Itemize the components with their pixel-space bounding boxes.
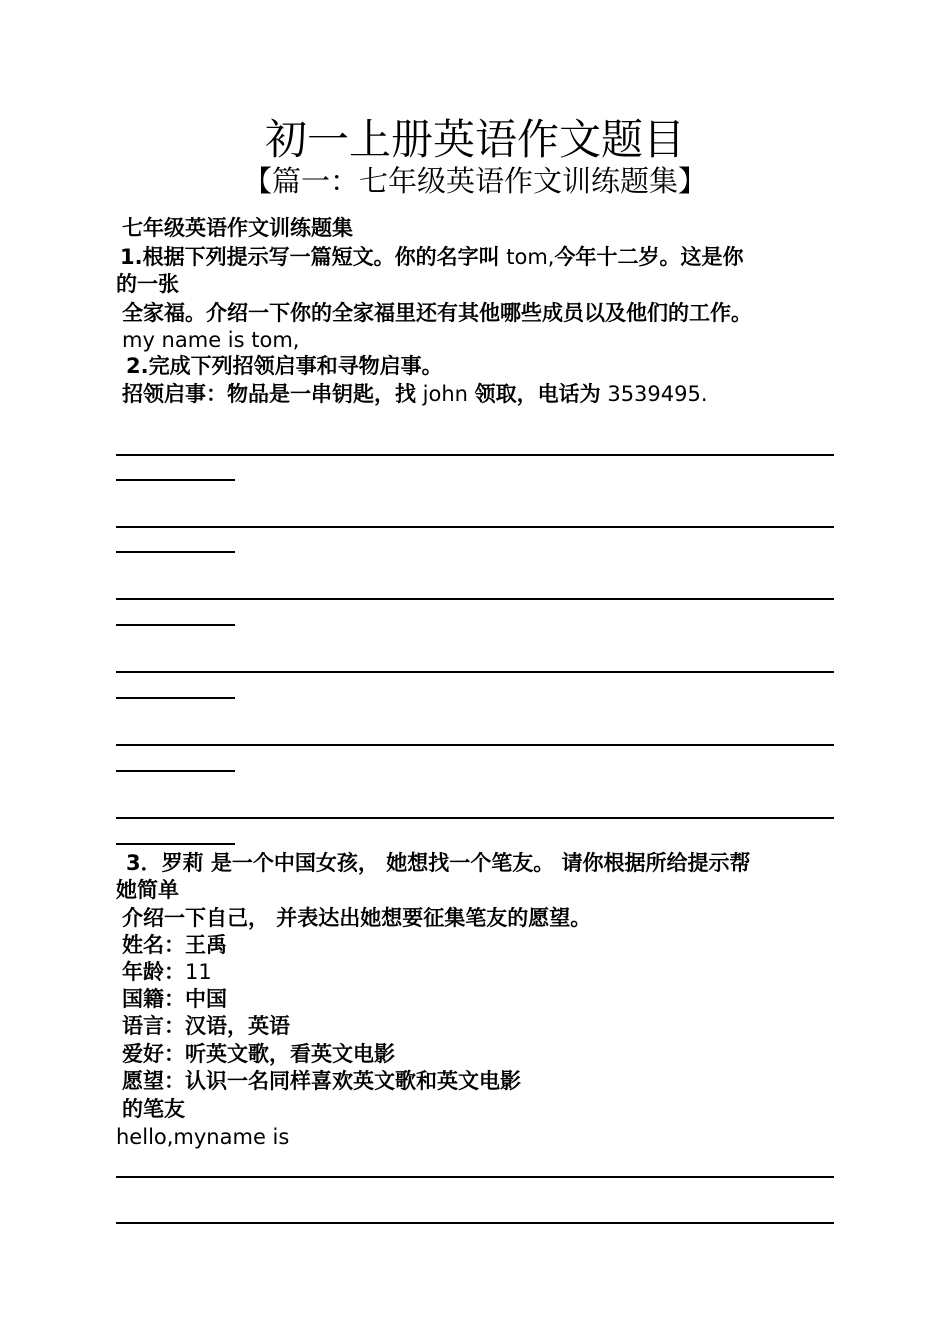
answer-line-short [116,551,235,553]
question-2-text-a: 招领启事：物品是一串钥匙，找 [122,382,416,406]
info-name-value: 王禹 [185,933,227,957]
info-name-label: 姓名： [122,933,185,957]
question-2-name: john [416,382,475,406]
info-nationality-label: 国籍： [122,987,185,1011]
answer-line [116,526,834,528]
info-wish-continued: 的笔友 [122,1097,185,1121]
question-1-name: tom, [499,245,555,269]
answer-line-short [116,624,235,626]
info-wish-value: 认识一名同样喜欢英文歌和英文电影 [185,1069,521,1093]
info-hobby [122,1041,395,1067]
document-title: 初一上册英语作文题目 [264,115,685,164]
question-1-start-text: my name is tom, [122,328,300,352]
answer-line-short [116,479,235,481]
answer-line [116,1222,834,1224]
info-wish [122,1068,521,1094]
question-3-start-text: hello,myname is [116,1125,290,1149]
info-age-label: 年龄： [122,960,185,984]
info-nationality [122,986,227,1012]
answer-line-short [116,843,235,845]
info-language [122,1013,290,1039]
question-1-text-c: 今年十二岁。这是你 [554,245,744,269]
answer-line [116,744,834,746]
question-1-text-a: 1.根据下列提示写一篇短文。你的名字叫 [120,245,500,269]
info-wish-label: 愿望： [122,1069,185,1093]
info-name [122,932,227,958]
question-1-line-1 [120,244,743,270]
question-2-line-2 [122,381,708,407]
answer-line-short [116,697,235,699]
section-heading: 七年级英语作文训练题集 [122,216,353,240]
info-age-value: 11 [185,960,212,984]
question-1-line-3: 全家福。介绍一下你的全家福里还有其他哪些成员以及他们的工作。 [122,301,752,325]
info-hobby-value: 听英文歌，看英文电影 [185,1042,395,1066]
answer-line [116,454,834,456]
info-nationality-value: 中国 [185,987,227,1011]
question-3-line-3: 介绍一下自己， 并表达出她想要征集笔友的愿望。 [122,906,592,930]
question-2-text-c: 领取，电话为 [474,382,601,406]
answer-line [116,1176,834,1178]
answer-line [116,671,834,673]
question-3-line-2: 她简单 [116,878,179,902]
info-hobby-label: 爱好： [122,1042,185,1066]
info-language-label: 语言： [122,1014,185,1038]
question-2-line-1: 2.完成下列招领启事和寻物启事。 [126,354,443,378]
question-1-line-2: 的一张 [116,272,179,296]
question-3-line-1: 3．罗莉 是一个中国女孩， 她想找一个笔友。 请你根据所给提示帮 [126,851,751,875]
document-subtitle: 【篇一：七年级英语作文训练题集】 [242,164,707,198]
answer-line [116,817,834,819]
question-2-phone: 3539495. [600,382,708,406]
answer-line-short [116,770,235,772]
info-language-value: 汉语，英语 [185,1014,290,1038]
info-age [122,959,212,985]
answer-line [116,598,834,600]
